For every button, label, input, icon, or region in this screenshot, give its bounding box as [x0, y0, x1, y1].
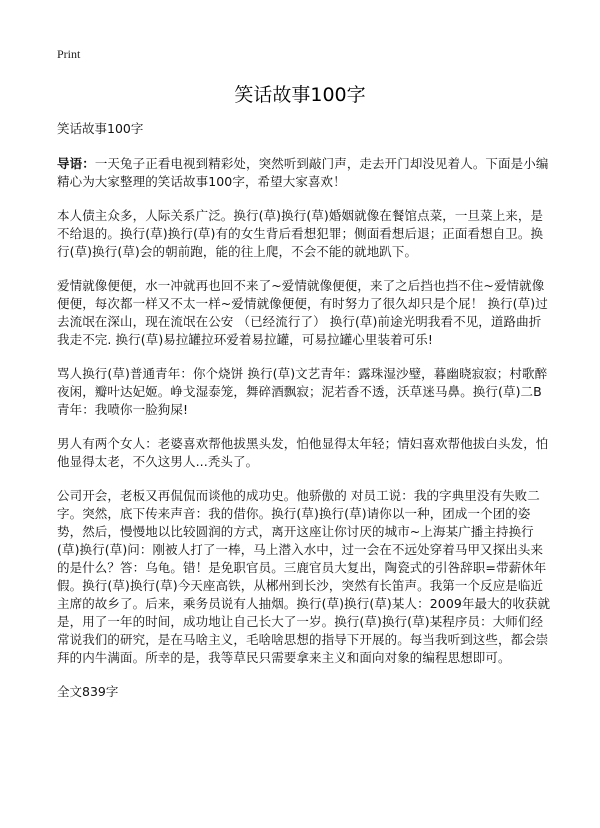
- joke-paragraph-4: 男人有两个女人：老婆喜欢帮他拔黑头发，怕他显得太年轻；情妇喜欢帮他拔白头发，怕他显得太老，不久这男人...秃头了。: [57, 436, 549, 469]
- joke-paragraph-5: 公司开会，老板又再侃侃而谈他的成功史。他骄傲的 对员工说：我的字典里没有失败二字。突然，底下传来声音：我的借你。换行(草)换行(草)请你以一种，团成一个团的姿势，然后，慢慢地以比较圆润的方式，离开这座让你讨厌的城市~上海某广播主持换行(草)换行(草)问：刚被人打了一棒，马上潜入水中，过一会在不远处穿着马甲又探出头来的是什么？答：乌龟。错！是免职官员。三鹿官员大复出，陶瓷式的引咎辞职=带薪休年假。换行(草)换行(草)今天座高铁，从郴州到长沙，突然有长笛声。我第一个反应是临近主席的故乡了。后来，乘务员说有人抽烟。换行(草)换行(草)某人：2009年最大的收获就是，用了一年的时间，成功地让自己长大了一岁。换行(草)换行(草)某程序员：大师们经常说我们的研究，是在马啥主义，毛啥啥思想的指导下开展的。每当我听到这些，都会崇拜的内牛满面。所幸的是，我等草民只需要拿来主义和面向对象的编程思想即可。: [57, 488, 551, 665]
- joke-paragraph-2: 爱情就像便便，水一冲就再也回不来了~爱情就像便便，来了之后挡也挡不住~爱情就像便便，每次都一样又不太一样~爱情就像便便，有时努力了很久却只是个屁！ 换行(草)过去流氓在深山，现在流氓在公安 （已经流行了） 换行(草)前途光明我看不见，道路曲折我走不完. 换行(草)易拉罐拉环爱着易拉罐，可易拉罐心里装着可乐!: [57, 278, 548, 347]
- document-title: 笑话故事100字: [234, 84, 366, 106]
- document-subtitle: 笑话故事100字: [57, 121, 144, 136]
- intro-paragraph: [57, 155, 552, 191]
- print-link[interactable]: Print: [57, 47, 81, 61]
- intro-text: 一天兔子正看电视到精彩处，突然听到敲门声，走去开门却没见着人。下面是小编精心为大家整理的笑话故事100字，希望大家喜欢！: [57, 156, 549, 189]
- document-body: [57, 120, 552, 701]
- word-count: 全文839字: [57, 684, 119, 699]
- intro-label: 导语：: [57, 156, 95, 171]
- joke-paragraph-3: 骂人换行(草)普通青年：你个烧饼 换行(草)文艺青年：露珠湿沙璧，暮幽晓寂寂；村歌醉夜闲，瓣叶达妃姬。峥戈湿泰笼，舞碎酒飘寂；泥若香不透，沃草迷马鼻。换行(草)二B青年：我喷你一脸狗屎!: [57, 366, 548, 417]
- joke-paragraph-1: 本人债主众多，人际关系广泛。换行(草)换行(草)婚姻就像在餐馆点菜，一旦菜上来，是不给退的。换行(草)换行(草)有的女生背后看想犯罪；侧面看想后退；正面看想自卫。换行(草)换行(草)会的朝前跑，能的往上爬，不会不能的就地趴下。: [57, 208, 544, 259]
